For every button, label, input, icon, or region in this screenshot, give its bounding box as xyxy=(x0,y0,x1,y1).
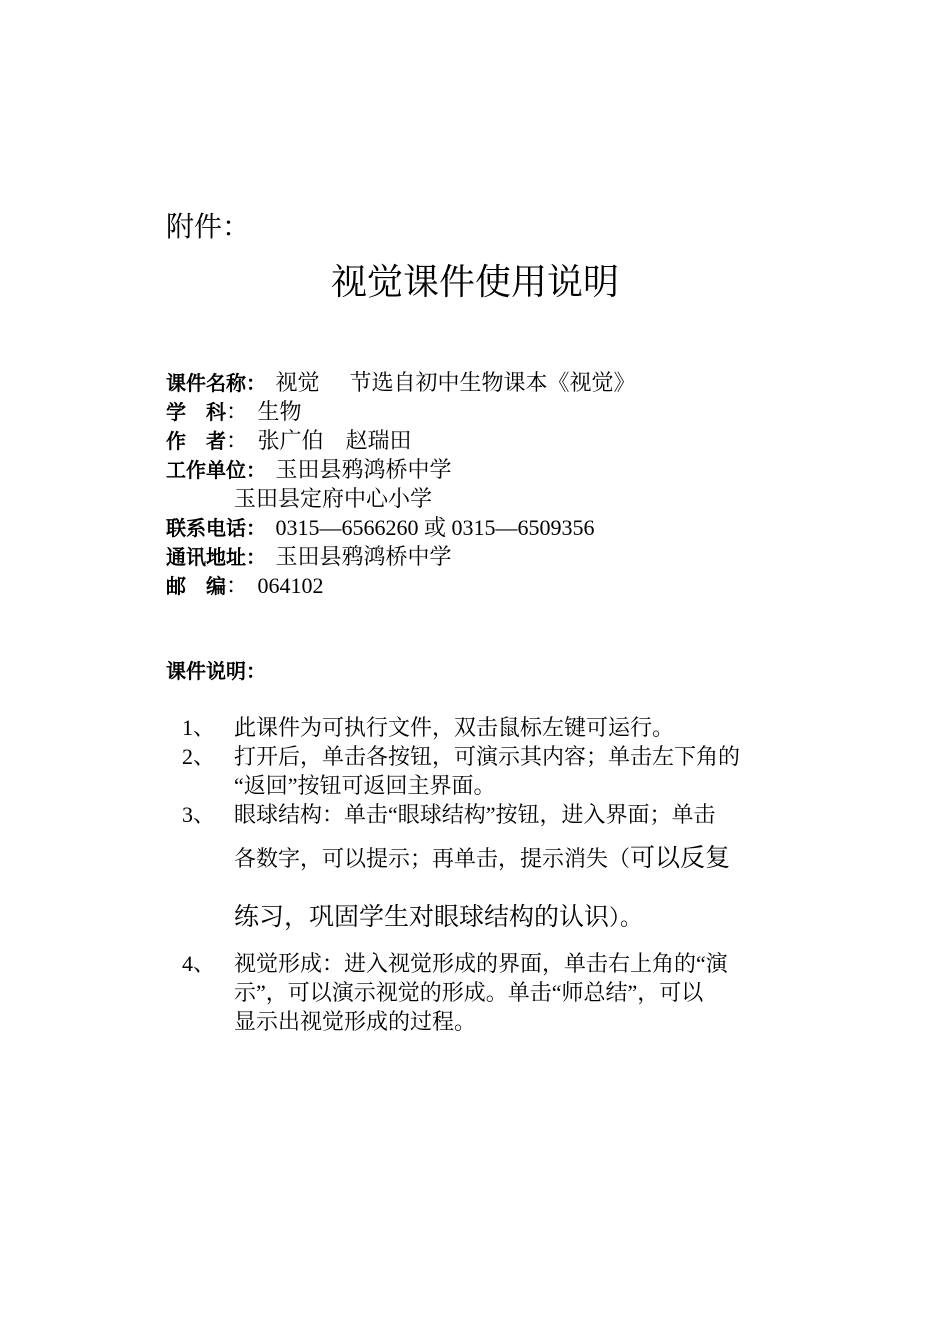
address-value: 玉田县鸦鸿桥中学 xyxy=(275,544,452,569)
instructions-heading: 课件说明： xyxy=(166,659,266,683)
item-text: 显示出视觉形成的过程。 xyxy=(234,1009,477,1034)
subject-colon: ： xyxy=(226,399,249,424)
address-label: 通讯地址： xyxy=(166,545,266,569)
subject-value: 生物 xyxy=(257,399,302,424)
unit-label: 工作单位： xyxy=(166,458,266,482)
info-row-postcode xyxy=(166,571,806,600)
item-text-part: ）。 xyxy=(609,905,643,930)
item-text: 打开后，单击各按钮，可演示其内容；单击左下角的 xyxy=(234,744,741,769)
item-text-emphasis: 可以反复 xyxy=(630,843,731,872)
item-text: 示”，可以演示视觉的形成。单击“师总结”，可以 xyxy=(234,980,704,1005)
item-text: 此课件为可执行文件，双击鼠标左键可运行。 xyxy=(234,715,675,740)
postcode-colon: ： xyxy=(226,573,249,598)
name-value-2: 节选自初中生物课本《视觉》 xyxy=(349,370,636,395)
info-row-unit-2 xyxy=(166,484,806,513)
unit-1: 玉田县鸦鸿桥中学 xyxy=(275,457,452,482)
list-item xyxy=(166,713,806,742)
instructions-list xyxy=(166,713,806,1036)
name-label: 课件名称： xyxy=(166,371,266,395)
name-value-1: 视觉 xyxy=(275,370,320,395)
postcode-value: 064102 xyxy=(257,573,324,598)
list-item xyxy=(166,949,806,1036)
item-text: 眼球结构：单击“眼球结构”按钮，进入界面；单击 xyxy=(234,802,716,827)
item-number: 3、 xyxy=(182,802,216,827)
list-item xyxy=(166,800,806,947)
info-row-phone xyxy=(166,513,806,542)
info-row-author xyxy=(166,426,806,455)
item-text-emphasis: 练习，巩固学生对眼球结构的认识 xyxy=(234,902,610,931)
item-text xyxy=(234,888,806,947)
item-text xyxy=(234,829,806,888)
author-1: 张广伯 xyxy=(257,428,324,453)
phone-label: 联系电话： xyxy=(166,516,266,540)
info-row-unit xyxy=(166,455,806,484)
item-text-part: 各数字，可以提示；再单击，提示消失（ xyxy=(234,846,631,871)
info-row-address xyxy=(166,542,806,571)
item-text: “返回”按钮可返回主界面。 xyxy=(234,773,496,798)
courseware-info xyxy=(166,368,806,600)
unit-2: 玉田县定府中心小学 xyxy=(234,486,433,511)
list-item xyxy=(166,742,806,800)
subject-label: 学 科 xyxy=(166,400,226,424)
postcode-label: 邮 编 xyxy=(166,574,226,598)
info-row-name xyxy=(166,368,806,397)
page-title: 视觉课件使用说明 xyxy=(330,262,619,303)
item-number: 1、 xyxy=(182,715,216,740)
author-colon: ： xyxy=(226,428,249,453)
item-number: 2、 xyxy=(182,744,216,769)
attachment-label: 附件： xyxy=(166,210,251,243)
author-label: 作 者 xyxy=(166,429,226,453)
item-number: 4、 xyxy=(182,951,216,976)
author-2: 赵瑞田 xyxy=(345,428,412,453)
phone-value: 0315—6566260 或 0315—6509356 xyxy=(275,515,595,540)
item-text: 视觉形成：进入视觉形成的界面，单击右上角的“演 xyxy=(234,951,728,976)
info-row-subject xyxy=(166,397,806,426)
